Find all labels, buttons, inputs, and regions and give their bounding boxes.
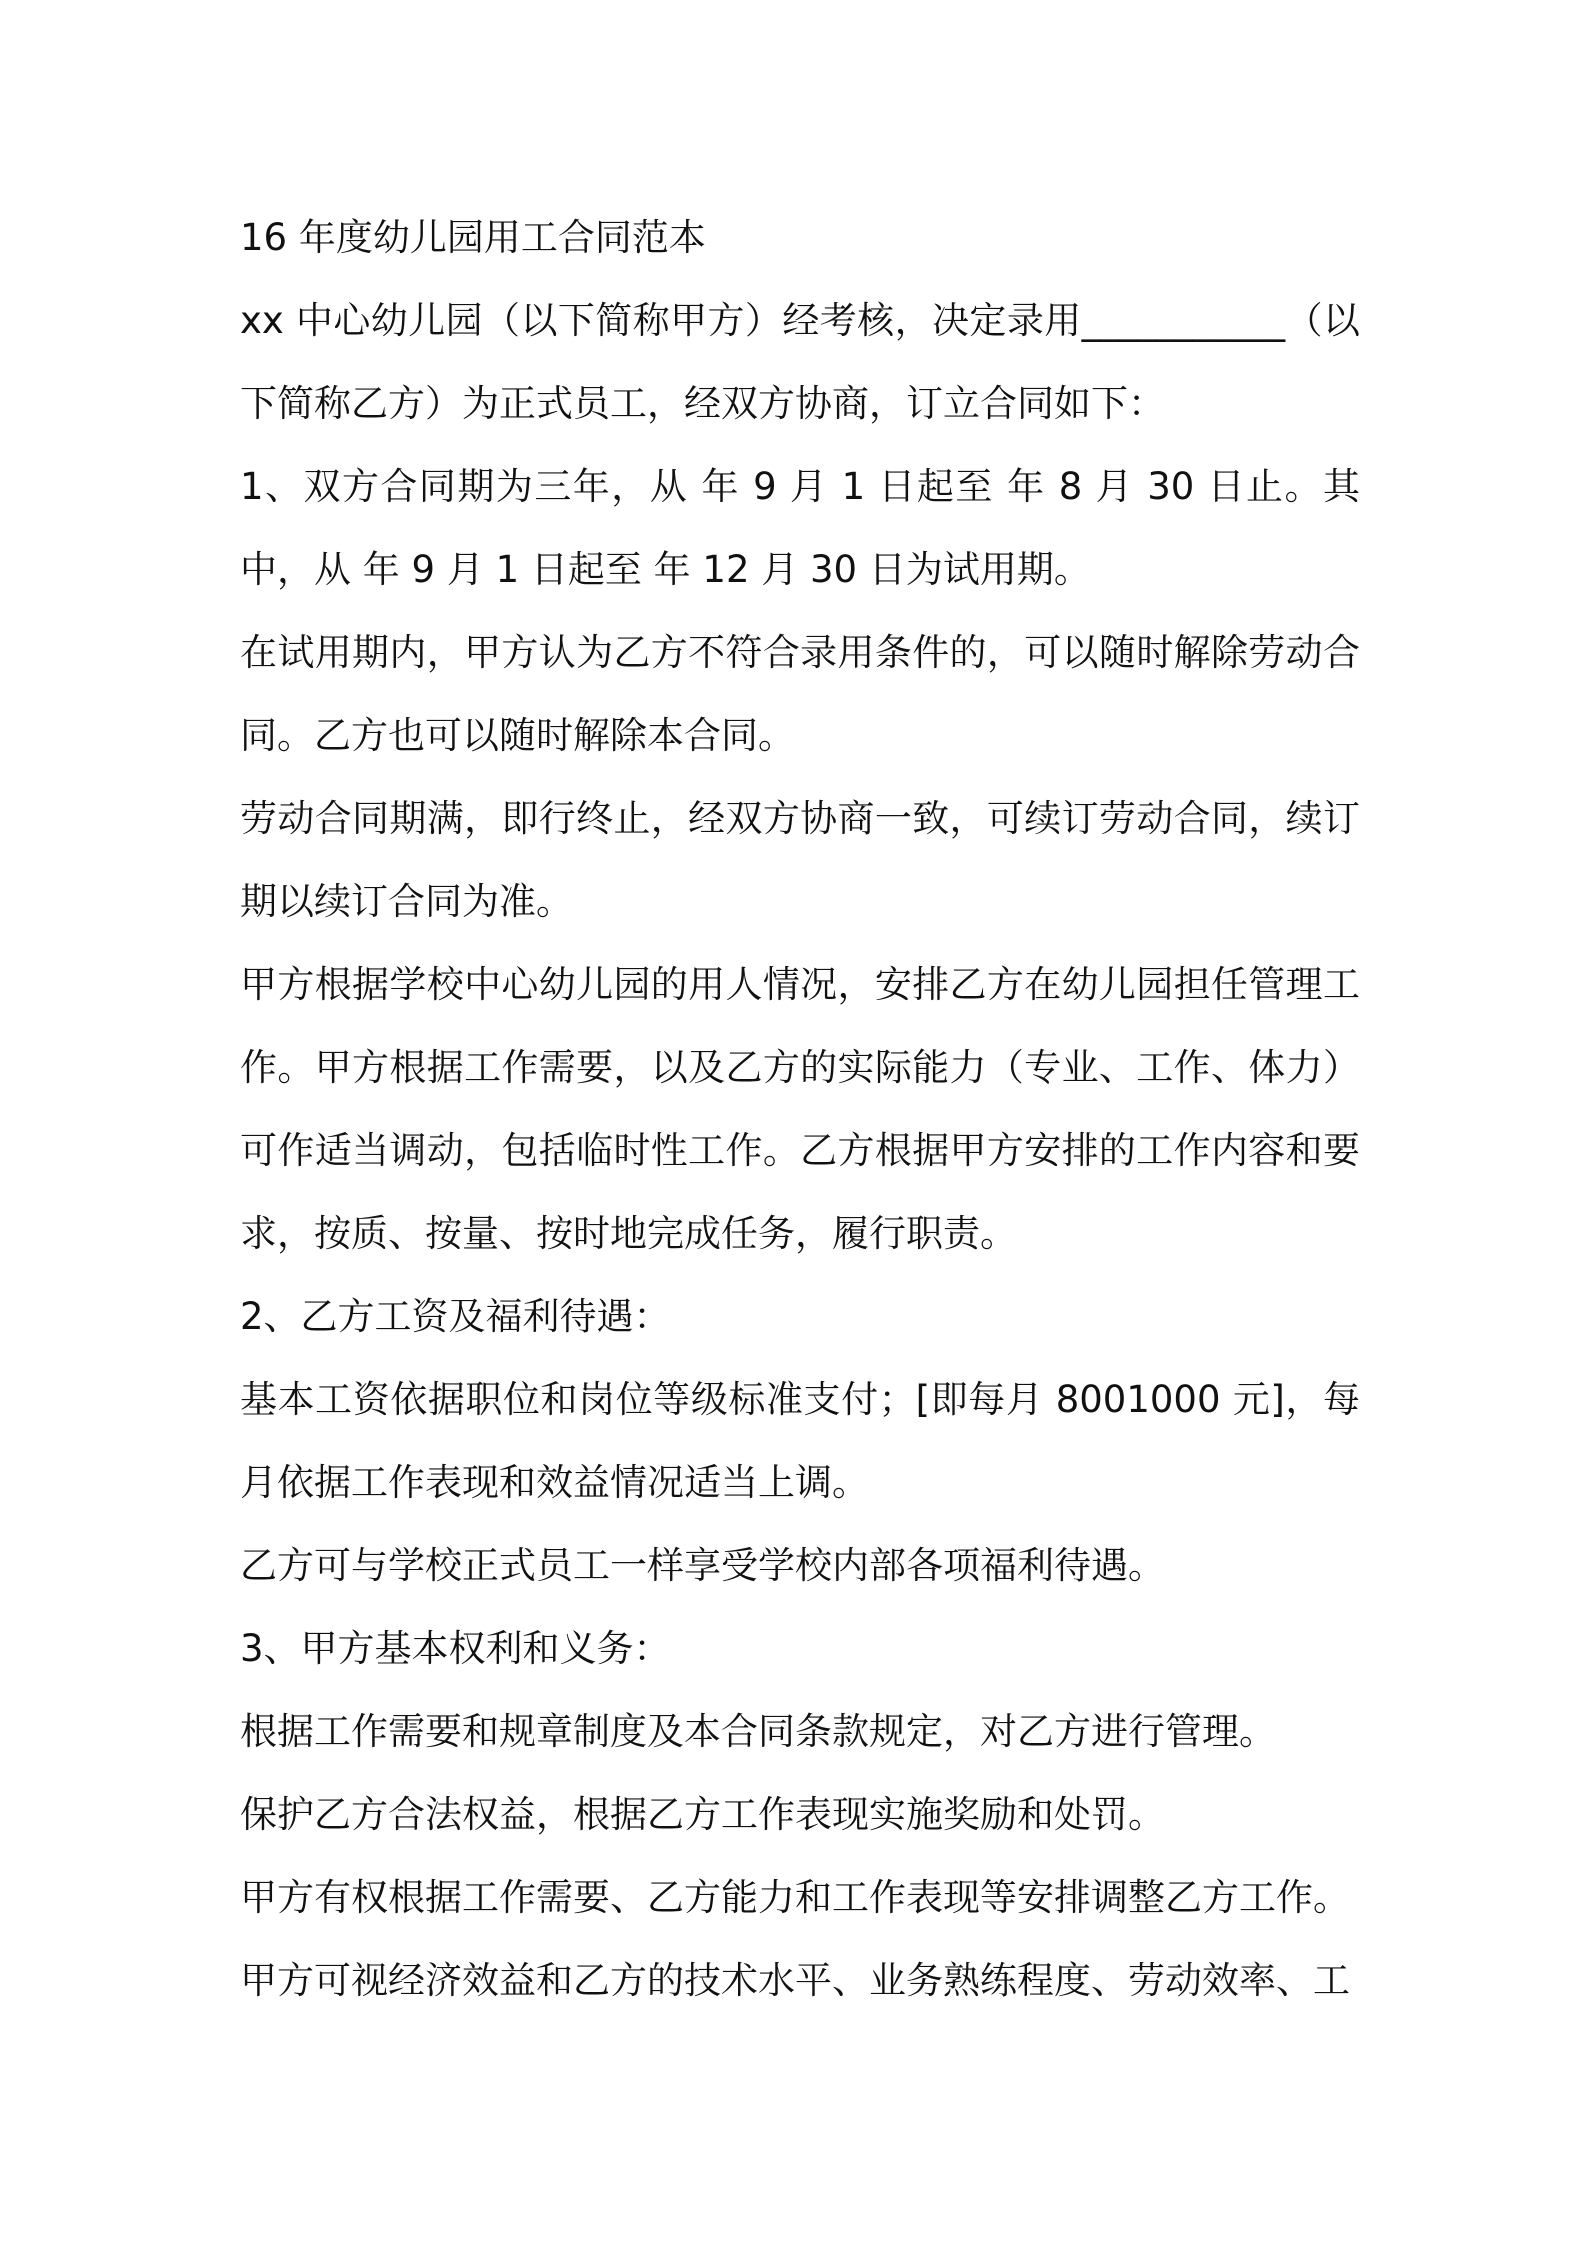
paragraph-protection: 保护乙方合法权益，根据乙方工作表现实施奖励和处罚。	[240, 1793, 1165, 1836]
paragraph-adjustment: 甲方有权根据工作需要、乙方能力和工作表现等安排调整乙方工作。	[240, 1876, 1350, 1919]
paragraph-renewal: 劳动合同期满，即行终止，经双方协商一致，可续订劳动合同，续订期以续订合同为准。	[240, 797, 1360, 923]
section-heading-salary: 2、乙方工资及福利待遇：	[240, 1295, 671, 1338]
paragraph-management: 根据工作需要和规章制度及本合同条款规定，对乙方进行管理。	[240, 1710, 1276, 1753]
paragraph-probation: 在试用期内，甲方认为乙方不符合录用条件的，可以随时解除劳动合同。乙方也可以随时解除本合同。	[240, 631, 1360, 757]
paragraph-term: 1、双方合同期为三年，从 年 9 月 1 日起至 年 8 月 30 日止。其中，从 年 9 月 1 日起至 年 12 月 30 日为试用期。	[240, 465, 1360, 591]
paragraph-base-salary: 基本工资依据职位和岗位等级标准支付；[即每月 8001000 元]，每月依据工作表现和效益情况适当上调。	[240, 1378, 1360, 1504]
document-title: 16 年度幼儿园用工合同范本	[240, 216, 706, 259]
paragraph-intro: xx 中心幼儿园（以下简称甲方）经考核，决定录用___________（以下简称乙方）为正式员工，经双方协商，订立合同如下：	[240, 299, 1360, 425]
paragraph-work-assignment: 甲方根据学校中心幼儿园的用人情况，安排乙方在幼儿园担任管理工作。甲方根据工作需要，以及乙方的实际能力（专业、工作、体力）可作适当调动，包括临时性工作。乙方根据甲方安排的工作内容和要求，按质、按量、按时地完成任务，履行职责。	[240, 963, 1360, 1255]
paragraph-benefits: 乙方可与学校正式员工一样享受学校内部各项福利待遇。	[240, 1544, 1165, 1587]
document-body	[240, 196, 1360, 2022]
paragraph-economic: 甲方可视经济效益和乙方的技术水平、业务熟练程度、劳动效率、工	[240, 1959, 1350, 2002]
section-heading-party-a-rights: 3、甲方基本权利和义务：	[240, 1627, 671, 1670]
